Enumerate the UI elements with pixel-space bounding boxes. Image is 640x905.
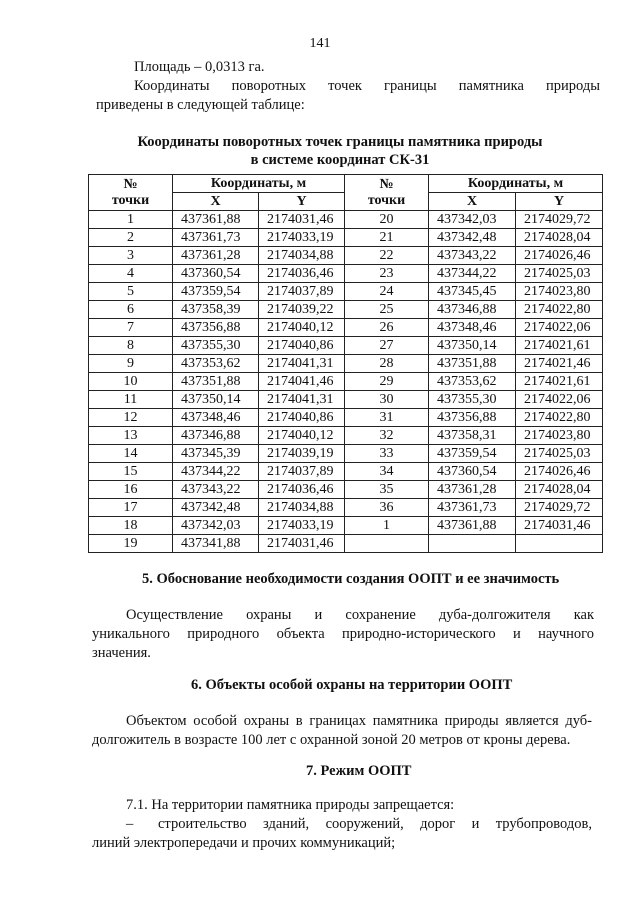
coordinates-table-body (89, 211, 603, 553)
area-line: Площадь – 0,0313 га. (134, 59, 265, 75)
header-point-number-2 (345, 175, 429, 211)
header-y: Y (259, 193, 345, 211)
left-y-cell: 2174033,19 (259, 517, 345, 535)
right-x-cell: 437348,46 (429, 319, 516, 337)
left-y-cell: 2174034,88 (259, 247, 345, 265)
table-row (89, 355, 603, 373)
left-point-number-cell: 3 (89, 247, 173, 265)
header-x: X (173, 193, 259, 211)
left-point-number-cell: 13 (89, 427, 173, 445)
table-row (89, 481, 603, 499)
left-y-cell: 2174036,46 (259, 481, 345, 499)
left-y-cell: 2174031,46 (259, 211, 345, 229)
right-y-cell: 2174021,61 (516, 373, 603, 391)
right-point-number-cell: 20 (345, 211, 429, 229)
right-x-cell: 437358,31 (429, 427, 516, 445)
table-row (89, 409, 603, 427)
left-point-number-cell: 1 (89, 211, 173, 229)
table-row (89, 265, 603, 283)
left-y-cell: 2174040,86 (259, 409, 345, 427)
section-5-heading: 5. Обоснование необходимости создания ООПТ и ее значимость (142, 571, 560, 587)
table-row (89, 517, 603, 535)
right-y-cell: 2174031,46 (516, 517, 603, 535)
right-point-number-cell: 33 (345, 445, 429, 463)
right-y-cell: 2174022,06 (516, 391, 603, 409)
left-y-cell: 2174041,31 (259, 355, 345, 373)
right-point-number-cell: 30 (345, 391, 429, 409)
left-point-number-cell: 12 (89, 409, 173, 427)
left-point-number-cell: 9 (89, 355, 173, 373)
right-point-number-cell: 32 (345, 427, 429, 445)
left-x-cell: 437348,46 (173, 409, 259, 427)
left-y-cell: 2174039,22 (259, 301, 345, 319)
right-point-number-cell: 29 (345, 373, 429, 391)
right-x-cell: 437361,73 (429, 499, 516, 517)
header-num-label-2: точки (367, 192, 406, 208)
header-num-label: точки (111, 192, 150, 208)
right-point-number-cell: 34 (345, 463, 429, 481)
left-point-number-cell: 18 (89, 517, 173, 535)
left-x-cell: 437359,54 (173, 283, 259, 301)
left-point-number-cell: 7 (89, 319, 173, 337)
left-x-cell: 437355,30 (173, 337, 259, 355)
coordinates-table (88, 174, 603, 553)
right-y-cell: 2174029,72 (516, 211, 603, 229)
table-row (89, 463, 603, 481)
right-x-cell: 437359,54 (429, 445, 516, 463)
right-y-cell: 2174026,46 (516, 247, 603, 265)
table-row (89, 391, 603, 409)
right-point-number-cell: 22 (345, 247, 429, 265)
bullet-dash: – (126, 816, 134, 832)
right-point-number-cell: 21 (345, 229, 429, 247)
section-7-bullet-line-1 (126, 815, 592, 834)
table-row (89, 427, 603, 445)
header-x-2: X (429, 193, 516, 211)
left-y-cell: 2174039,19 (259, 445, 345, 463)
intro-line-1: Координаты поворотных точек границы памятника природы (134, 78, 600, 94)
right-point-number-cell: 27 (345, 337, 429, 355)
left-x-cell: 437343,22 (173, 481, 259, 499)
right-x-cell: 437342,03 (429, 211, 516, 229)
right-x-cell: 437343,22 (429, 247, 516, 265)
table-title-line-1: Координаты поворотных точек границы памятника природы (137, 134, 543, 150)
right-x-cell: 437361,88 (429, 517, 516, 535)
right-x-cell (429, 535, 516, 553)
header-y-2: Y (516, 193, 603, 211)
right-y-cell: 2174025,03 (516, 445, 603, 463)
left-x-cell: 437346,88 (173, 427, 259, 445)
left-x-cell: 437360,54 (173, 265, 259, 283)
right-point-number-cell: 24 (345, 283, 429, 301)
left-point-number-cell: 11 (89, 391, 173, 409)
right-y-cell: 2174028,04 (516, 481, 603, 499)
left-point-number-cell: 4 (89, 265, 173, 283)
right-x-cell: 437344,22 (429, 265, 516, 283)
left-x-cell: 437358,39 (173, 301, 259, 319)
right-y-cell: 2174026,46 (516, 463, 603, 481)
right-point-number-cell: 35 (345, 481, 429, 499)
left-point-number-cell: 8 (89, 337, 173, 355)
right-y-cell: 2174023,80 (516, 427, 603, 445)
right-point-number-cell: 36 (345, 499, 429, 517)
left-x-cell: 437345,39 (173, 445, 259, 463)
left-point-number-cell: 17 (89, 499, 173, 517)
left-x-cell: 437341,88 (173, 535, 259, 553)
section-6-heading: 6. Объекты особой охраны на территории ООПТ (191, 677, 513, 693)
table-row (89, 319, 603, 337)
left-point-number-cell: 15 (89, 463, 173, 481)
right-y-cell: 2174022,80 (516, 301, 603, 319)
right-point-number-cell: 25 (345, 301, 429, 319)
table-row (89, 535, 603, 553)
table-row (89, 211, 603, 229)
page-number: 141 (309, 36, 331, 51)
table-row (89, 301, 603, 319)
right-y-cell: 2174021,61 (516, 337, 603, 355)
left-point-number-cell: 14 (89, 445, 173, 463)
table-row (89, 445, 603, 463)
left-point-number-cell: 5 (89, 283, 173, 301)
header-coordinates: Координаты, м (173, 175, 345, 193)
left-y-cell: 2174041,46 (259, 373, 345, 391)
right-x-cell: 437345,45 (429, 283, 516, 301)
left-point-number-cell: 6 (89, 301, 173, 319)
section-6-line-1: Объектом особой охраны в границах памятника природы является дуб- (126, 713, 592, 729)
left-point-number-cell: 10 (89, 373, 173, 391)
right-y-cell: 2174023,80 (516, 283, 603, 301)
left-point-number-cell: 2 (89, 229, 173, 247)
left-y-cell: 2174040,12 (259, 427, 345, 445)
section-6-line-2: долгожитель в возрасте 100 лет с охранной зоной 20 метров от кроны дерева. (92, 732, 571, 748)
right-y-cell: 2174029,72 (516, 499, 603, 517)
section-7-bullet-line-2: линий электропередачи и прочих коммуникаций; (92, 835, 396, 851)
right-y-cell: 2174022,06 (516, 319, 603, 337)
right-y-cell: 2174022,80 (516, 409, 603, 427)
left-y-cell: 2174034,88 (259, 499, 345, 517)
left-x-cell: 437361,28 (173, 247, 259, 265)
right-y-cell: 2174028,04 (516, 229, 603, 247)
right-x-cell: 437353,62 (429, 373, 516, 391)
table-title-line-2: в системе координат СК-31 (250, 152, 430, 168)
table-row (89, 247, 603, 265)
right-x-cell: 437342,48 (429, 229, 516, 247)
right-x-cell: 437350,14 (429, 337, 516, 355)
left-x-cell: 437351,88 (173, 373, 259, 391)
right-point-number-cell (345, 535, 429, 553)
intro-line-2: приведены в следующей таблице: (96, 97, 305, 113)
left-y-cell: 2174031,46 (259, 535, 345, 553)
left-x-cell: 437350,14 (173, 391, 259, 409)
right-x-cell: 437351,88 (429, 355, 516, 373)
table-row (89, 499, 603, 517)
header-point-number (89, 175, 173, 211)
left-x-cell: 437344,22 (173, 463, 259, 481)
header-num-sign: № (123, 176, 138, 192)
left-y-cell: 2174040,86 (259, 337, 345, 355)
left-x-cell: 437342,48 (173, 499, 259, 517)
table-row (89, 337, 603, 355)
right-point-number-cell: 31 (345, 409, 429, 427)
right-y-cell (516, 535, 603, 553)
table-row (89, 373, 603, 391)
left-y-cell: 2174033,19 (259, 229, 345, 247)
left-y-cell: 2174041,31 (259, 391, 345, 409)
left-y-cell: 2174037,89 (259, 283, 345, 301)
left-y-cell: 2174036,46 (259, 265, 345, 283)
right-x-cell: 437355,30 (429, 391, 516, 409)
right-point-number-cell: 1 (345, 517, 429, 535)
right-x-cell: 437360,54 (429, 463, 516, 481)
left-point-number-cell: 19 (89, 535, 173, 553)
left-point-number-cell: 16 (89, 481, 173, 499)
header-coordinates-2: Координаты, м (429, 175, 603, 193)
right-x-cell: 437356,88 (429, 409, 516, 427)
section-7-item-7-1: 7.1. На территории памятника природы запрещается: (126, 797, 455, 813)
left-y-cell: 2174037,89 (259, 463, 345, 481)
table-row (89, 283, 603, 301)
right-y-cell: 2174025,03 (516, 265, 603, 283)
right-point-number-cell: 26 (345, 319, 429, 337)
right-y-cell: 2174021,46 (516, 355, 603, 373)
left-x-cell: 437353,62 (173, 355, 259, 373)
left-x-cell: 437342,03 (173, 517, 259, 535)
right-x-cell: 437346,88 (429, 301, 516, 319)
right-point-number-cell: 28 (345, 355, 429, 373)
section-5-line-3: значения. (92, 645, 151, 661)
section-5-line-2: уникального природного объекта природно-исторического и научного (92, 626, 594, 642)
section-5-line-1: Осуществление охраны и сохранение дуба-долгожителя как (126, 607, 594, 623)
left-y-cell: 2174040,12 (259, 319, 345, 337)
left-x-cell: 437361,88 (173, 211, 259, 229)
table-header-row (89, 175, 603, 193)
header-num-sign-2: № (379, 176, 394, 192)
left-x-cell: 437356,88 (173, 319, 259, 337)
right-point-number-cell: 23 (345, 265, 429, 283)
left-x-cell: 437361,73 (173, 229, 259, 247)
right-x-cell: 437361,28 (429, 481, 516, 499)
bullet-text: строительство зданий, сооружений, дорог и трубопроводов, (158, 816, 592, 832)
section-7-heading: 7. Режим ООПТ (306, 763, 412, 779)
table-row (89, 229, 603, 247)
